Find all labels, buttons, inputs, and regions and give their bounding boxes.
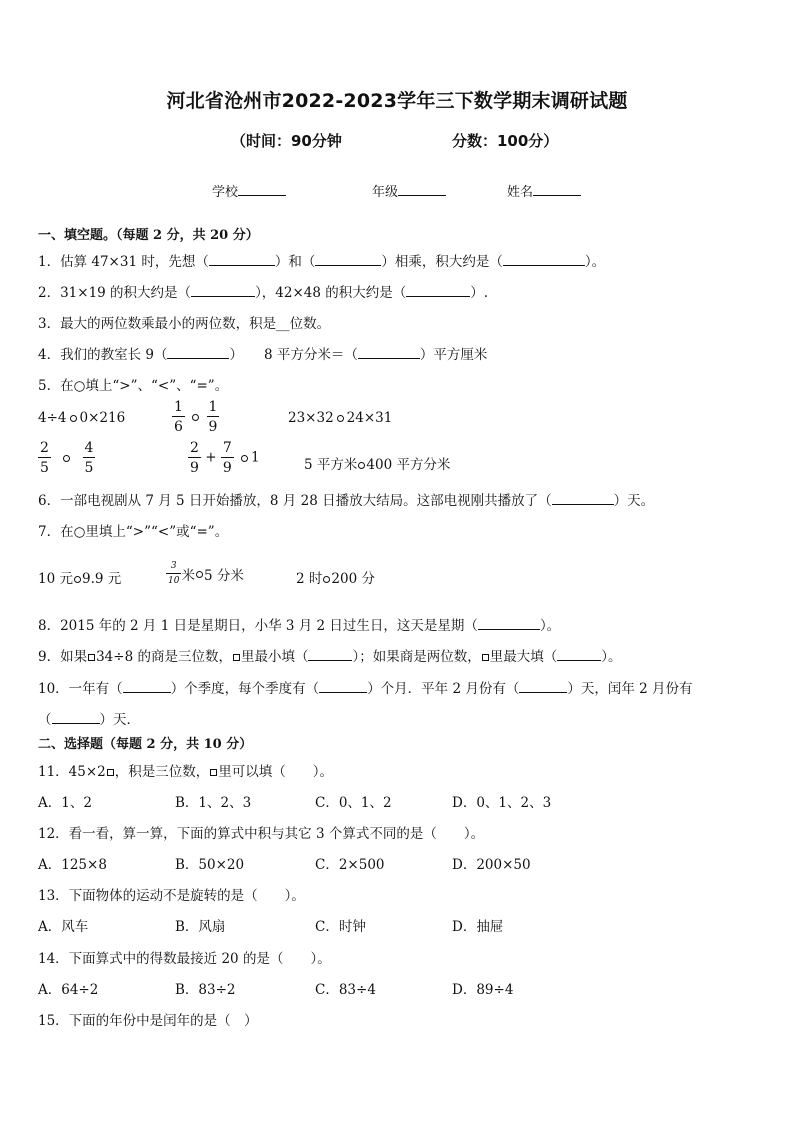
q13-option-c[interactable]: C．时钟 (315, 919, 366, 935)
question-1: 1．估算 47×31 时，先想（ ）和（ ）相乘，积大约是（ ）。 (38, 254, 606, 270)
compare-item-a: 4÷4 0×216 (38, 410, 126, 426)
answer-blank[interactable] (123, 680, 171, 693)
q12-option-b[interactable]: B．50×20 (175, 857, 245, 873)
compare-circle[interactable] (358, 462, 365, 469)
compare-circle[interactable] (70, 415, 77, 422)
compare-circle[interactable] (241, 455, 248, 462)
q12-option-c[interactable]: C．2×500 (315, 857, 385, 873)
question-4: 4．我们的教室长 9（ ） (38, 347, 243, 363)
question-14: 14．下面算式中的得数最接近 20 的是（ ）。 (38, 951, 331, 967)
question-12: 12．看一看，算一算，下面的算式中积与其它 3 个算式不同的是（ ）。 (38, 826, 485, 842)
digit-box[interactable] (482, 654, 489, 661)
school-field[interactable] (212, 181, 286, 200)
exam-time: （时间：90分钟 (231, 132, 342, 150)
compare7-item-b: $\frac{3}{10}$ 米 5 分米 (168, 561, 244, 586)
answer-blank[interactable] (557, 648, 601, 661)
q11-option-c[interactable]: C．0、1、2 (315, 795, 392, 811)
answer-blank[interactable] (519, 680, 567, 693)
name-field[interactable] (507, 181, 581, 200)
compare-circle[interactable] (323, 576, 330, 583)
grade-field[interactable] (372, 181, 446, 200)
compare7-item-a: 10 元 9.9 元 (38, 571, 122, 587)
q14-option-d[interactable]: D．89÷4 (452, 982, 514, 998)
digit-box[interactable] (210, 769, 217, 776)
answer-blank[interactable] (308, 648, 352, 661)
digit-box[interactable] (107, 769, 114, 776)
answer-blank[interactable] (478, 617, 540, 630)
question-10: 10．一年有（ ）个季度，每个季度有（ ）个月．平年 2 月份有（ ）天，闰年 2 月份有 (38, 681, 693, 697)
answer-blank[interactable] (315, 253, 381, 266)
answer-blank[interactable] (406, 284, 470, 297)
q11-option-d[interactable]: D．0、1、2、3 (452, 795, 552, 811)
q14-option-a[interactable]: A．64÷2 (38, 982, 99, 998)
section-1-title: 一、填空题。（每题 2 分，共 20 分） (38, 228, 259, 243)
compare-item-c: 23×32 24×31 (288, 410, 393, 426)
compare-circle[interactable] (192, 414, 199, 421)
digit-box[interactable] (233, 654, 240, 661)
q13-option-d[interactable]: D．抽屉 (452, 919, 504, 935)
question-9: 9．如果 34÷8 的商是三位数， 里最小填（ ）；如果商是两位数， 里最大填（ ）。 (38, 649, 622, 665)
answer-blank[interactable] (319, 680, 367, 693)
q13-option-a[interactable]: A．风车 (38, 919, 89, 935)
answer-blank[interactable] (191, 284, 255, 297)
grade-label: 年级 (372, 185, 399, 200)
q12-option-a[interactable]: A．125×8 (38, 857, 107, 873)
answer-blank[interactable] (167, 346, 229, 359)
question-3: 3．最大的两位数乘最小的两位数，积是__位数。 (38, 316, 331, 332)
answer-blank[interactable] (503, 253, 585, 266)
compare-circle[interactable] (337, 415, 344, 422)
school-label: 学校 (212, 185, 239, 200)
compare-item-f: 5 平方米 400 平方分米 (304, 457, 451, 473)
question-7: 7．在○里填上“>”“<”或“=”。 (38, 524, 229, 540)
school-blank[interactable] (238, 183, 286, 196)
compare-item-b: $\frac{1}{6}$ $\frac{1}{9}$ (174, 399, 218, 435)
compare-circle[interactable] (63, 455, 70, 462)
q13-option-b[interactable]: B．风扇 (175, 919, 226, 935)
digit-box[interactable] (88, 654, 95, 661)
name-label: 姓名 (507, 185, 534, 200)
answer-blank[interactable] (52, 711, 100, 724)
page-title: 河北省沧州市2022-2023学年三下数学期末调研试题 (166, 90, 628, 112)
answer-blank[interactable] (358, 346, 420, 359)
q14-option-b[interactable]: B．83÷2 (175, 982, 236, 998)
question-6: 6．一部电视剧从 7 月 5 日开始播放，8 月 28 日播放大结局。这部电视刚共播放了（ ）天。 (38, 493, 655, 509)
section-2-title: 二、选择题（每题 2 分，共 10 分） (38, 737, 253, 752)
compare-item-d: $\frac{2}{5}$ $\frac{4}{5}$ (40, 440, 94, 476)
compare7-item-c: 2 时 200 分 (296, 571, 375, 587)
question-13: 13．下面物体的运动不是旋转的是（ ）。 (38, 888, 305, 904)
question-10-cont: （ ）天． (38, 712, 140, 728)
compare-circle[interactable] (74, 576, 81, 583)
question-2: 2．31×19 的积大约是（ ），42×48 的积大约是（ ）. (38, 285, 489, 301)
name-blank[interactable] (533, 183, 581, 196)
question-4b: 8 平方分米＝（ ）平方厘米 (264, 347, 488, 363)
answer-blank[interactable] (209, 253, 275, 266)
compare-item-e: $\frac{2}{9}$ + $\frac{7}{9}$ 1 (190, 440, 260, 476)
question-8: 8．2015 年的 2 月 1 日是星期日，小华 3 月 2 日过生日，这天是星期（ ）。 (38, 618, 561, 634)
q11-option-a[interactable]: A．1、2 (38, 795, 92, 811)
question-15: 15．下面的年份中是闰年的是（ ） (38, 1013, 258, 1029)
q14-option-c[interactable]: C．83÷4 (315, 982, 376, 998)
compare-circle[interactable] (196, 571, 203, 578)
grade-blank[interactable] (398, 183, 446, 196)
answer-blank[interactable] (552, 492, 614, 505)
question-5: 5．在○填上“>”、“<”、“=”。 (38, 378, 229, 394)
question-11: 11．45×2 ，积是三位数， 里可以填（ ）。 (38, 764, 334, 780)
q11-option-b[interactable]: B．1、2、3 (175, 795, 252, 811)
q12-option-d[interactable]: D．200×50 (452, 857, 531, 873)
exam-score: 分数：100分） (452, 132, 559, 150)
